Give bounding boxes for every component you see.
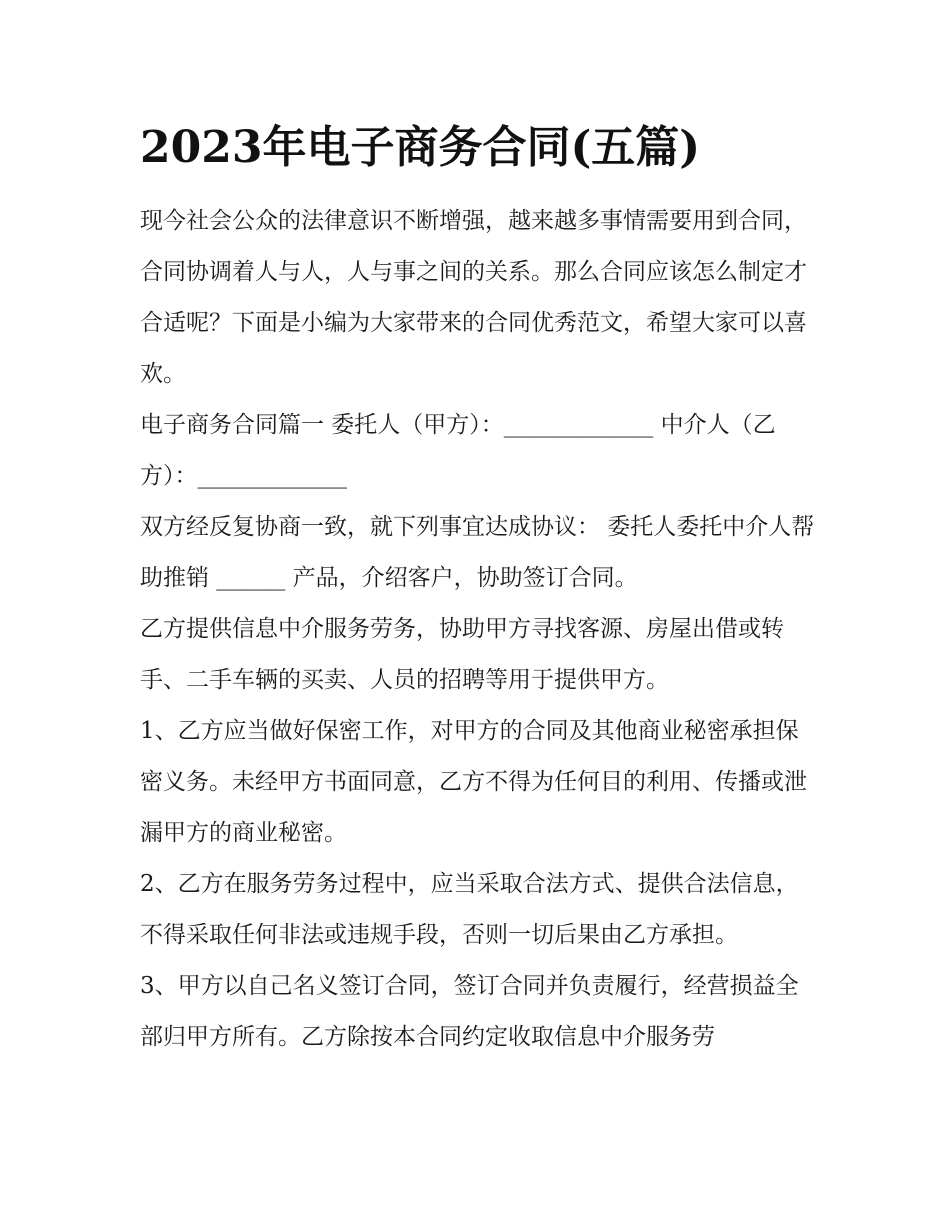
paragraph-agreement: 双方经反复协商一致，就下列事宜达成协议： 委托人委托中介人帮助推销 ______ 产品，介绍客户，协助签订合同。 [140,514,815,591]
paragraph-intro: 现今社会公众的法律意识不断增强，越来越多事情需要用到合同，合同协调着人与人，人与事之间的关系。那么合同应该怎么制定才合适呢？下面是小编为大家带来的合同优秀范文，希望大家可以喜欢。 [140,208,807,387]
paragraph-clause-1: 1、乙方应当做好保密工作，对甲方的合同及其他商业秘密承担保密义务。未经甲方书面同意，乙方不得为任何目的利用、传播或泄漏甲方的商业秘密。 [140,718,807,846]
document-title: 2023年电子商务合同(五篇) [140,122,701,173]
paragraph-clause-2: 2、乙方在服务劳务过程中，应当采取合法方式、提供合法信息，不得采取任何非法或违规手段，否则一切后果由乙方承担。 [140,871,799,948]
paragraph-services: 乙方提供信息中介服务劳务，协助甲方寻找客源、房屋出借或转手、二手车辆的买卖、人员的招聘等用于提供甲方。 [140,616,784,693]
paragraph-clause-3: 3、甲方以自己名义签订合同，签订合同并负责履行，经营损益全部归甲方所有。乙方除按本合同约定收取信息中介服务劳 [140,973,799,1050]
paragraph-parties: 电子商务合同篇一 委托人（甲方）：_____________ 中介人（乙方）：_____________ [140,412,776,489]
document-body [140,196,820,1063]
